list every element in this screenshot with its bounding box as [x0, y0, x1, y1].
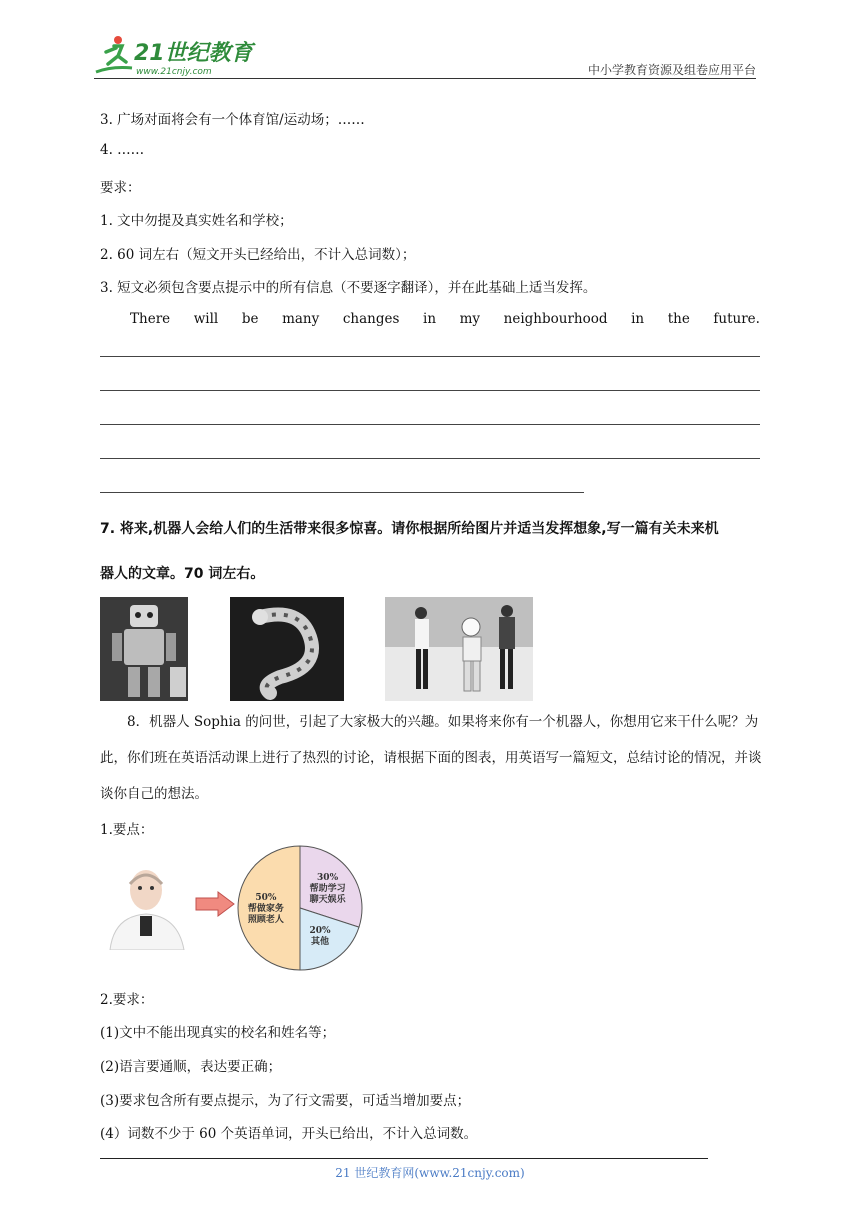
q8-requirement-2: (2)语言要通顺，表达要正确；	[100, 1059, 282, 1075]
starter-word: be	[241, 311, 259, 327]
svg-text:www.21cnjy.com: www.21cnjy.com	[136, 67, 212, 77]
q7-prompt-line-1: 7. 将来,机器人会给人们的生活带来很多惊喜。请你根据所给图片并适当发挥想象,写一篇有关未来机	[100, 521, 719, 537]
starter-word: will	[193, 311, 219, 327]
starter-word: future.	[713, 311, 760, 327]
site-logo	[92, 32, 262, 80]
footer-divider	[100, 1158, 708, 1159]
q8-requirement-4: (4）词数不少于 60 个英语单词，开头已给出，不计入总词数。	[100, 1126, 478, 1142]
starter-word: neighbourhood	[503, 311, 608, 327]
pie-label-study-chat: 聊天娱乐	[309, 894, 346, 905]
q8-prompt: 8．机器人 Sophia 的问世，引起了大家极大的兴趣。如果将来你有一个机器人，你想用它来干什么呢？为此，你们班在英语活动课上进行了热烈的讨论，请根据下面的图表，用英语写一篇短文，总结讨论的情况，并谈谈你自己的想法。	[100, 714, 762, 802]
starter-word: my	[459, 311, 481, 327]
pie-label-study-chat: 30%	[317, 872, 339, 883]
robot-photo-2	[230, 597, 344, 701]
answer-line[interactable]	[100, 424, 760, 425]
q6-point-3: 3. 广场对面将会有一个体育馆/运动场；……	[100, 112, 365, 128]
robot-photo-3	[385, 597, 533, 701]
answer-line[interactable]	[100, 390, 760, 391]
header-platform-text: 中小学教育资源及组卷应用平台	[587, 63, 756, 77]
svg-text:21世纪教育: 21世纪教育	[134, 41, 253, 66]
robot-photo-1	[100, 597, 188, 701]
q6-essay-starter	[130, 311, 760, 327]
sophia-photo	[100, 860, 194, 950]
q6-requirement-1: 1. 文中勿提及真实姓名和学校；	[100, 213, 293, 229]
pie-label-housework: 50%	[255, 893, 277, 903]
answer-line[interactable]	[100, 356, 760, 357]
starter-word: in	[423, 311, 437, 327]
q8-requirement-1: (1)文中不能出现真实的校名和姓名等；	[100, 1025, 336, 1041]
q6-requirements-title: 要求：	[100, 180, 141, 196]
starter-word: changes	[342, 311, 400, 327]
starter-word: in	[631, 311, 645, 327]
q8-points-title: 1.要点：	[100, 822, 154, 838]
starter-word: many	[282, 311, 320, 327]
q7-prompt-line-2: 器人的文章。70 词左右。	[100, 566, 265, 582]
footer-source[interactable]: 21 世纪教育网(www.21cnjy.com)	[335, 1166, 525, 1180]
q6-requirement-2: 2. 60 词左右（短文开头已经给出，不计入总词数）；	[100, 247, 416, 263]
q8-requirement-3: (3)要求包含所有要点提示，为了行文需要，可适当增加要点；	[100, 1093, 471, 1109]
pie-chart	[236, 844, 364, 972]
arrow-icon	[194, 890, 236, 918]
pie-label-housework: 照顾老人	[247, 915, 284, 925]
header-divider	[94, 78, 756, 79]
starter-word: There	[130, 311, 171, 327]
starter-word: the	[667, 311, 690, 327]
answer-line[interactable]	[100, 458, 760, 459]
pie-label-study-chat: 帮助学习	[309, 883, 346, 894]
pie-label-housework: 帮做家务	[247, 904, 284, 914]
answer-line[interactable]	[100, 492, 584, 493]
pie-label-other: 20%	[309, 926, 331, 937]
q6-requirement-3: 3. 短文必须包含要点提示中的所有信息（不要逐字翻译），并在此基础上适当发挥。	[100, 280, 597, 296]
pie-label-other: 其他	[311, 937, 330, 948]
q8-requirements-title: 2.要求：	[100, 992, 154, 1008]
q6-point-4: 4. ……	[100, 142, 145, 158]
